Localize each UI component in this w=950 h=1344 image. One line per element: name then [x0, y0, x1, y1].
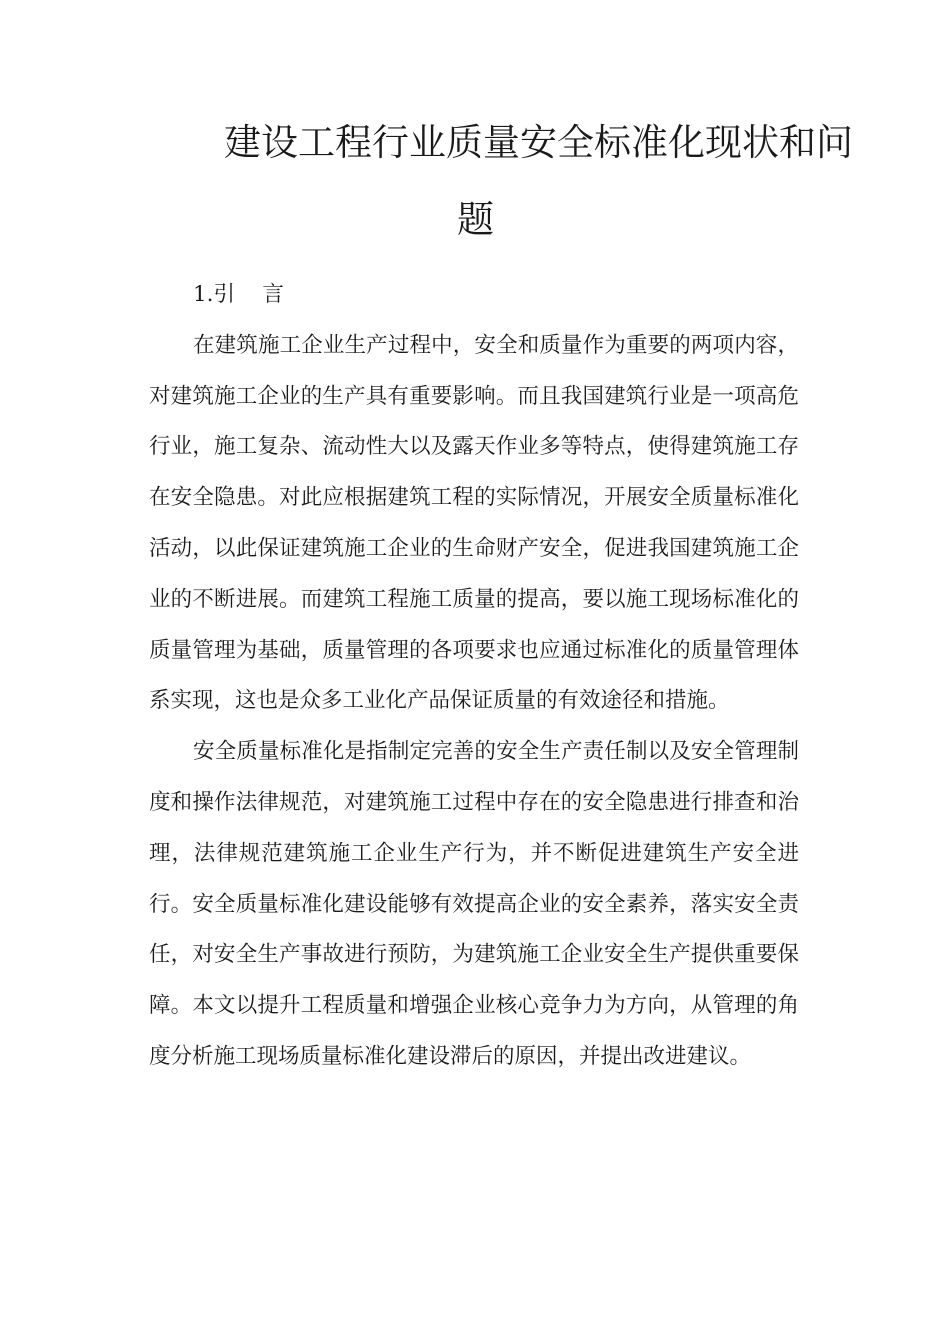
paragraph-1: 在建筑施工企业生产过程中，安全和质量作为重要的两项内容，对建筑施工企业的生产具有重要影响。而且我国建筑行业是一项高危行业，施工复杂、流动性大以及露天作业多等特点，使得建筑施工存在安全隐患。对此应根据建筑工程的实际情况，开展安全质量标准化活动，以此保证建筑施工企业的生命财产安全，促进我国建筑施工企业的不断进展。而建筑工程施工质量的提高，要以施工现场标准化的质量管理为基础，质量管理的各项要求也应通过标准化的质量管理体系实现，这也是众多工业化产品保证质量的有效途径和措施。 — [149, 332, 799, 714]
document-title-line-1: 建设工程行业质量安全标准化现状和问 — [224, 121, 853, 164]
section-heading: 1.引 言 — [193, 282, 284, 307]
document-title-line-2: 题 — [457, 198, 494, 241]
document-body — [149, 270, 799, 1083]
paragraph-2: 安全质量标准化是指制定完善的安全生产责任制以及安全管理制度和操作法律规范，对建筑施工过程中存在的安全隐患进行排查和治理，法律规范建筑施工企业生产行为，并不断促进建筑生产安全进行。安全质量标准化建设能够有效提高企业的安全素养，落实安全责任，对安全生产事故进行预防，为建筑施工企业安全生产提供重要保障。本文以提升工程质量和增强企业核心竞争力为方向，从管理的角度分析施工现场质量标准化建设滞后的原因，并提出改进建议。 — [149, 739, 799, 1069]
